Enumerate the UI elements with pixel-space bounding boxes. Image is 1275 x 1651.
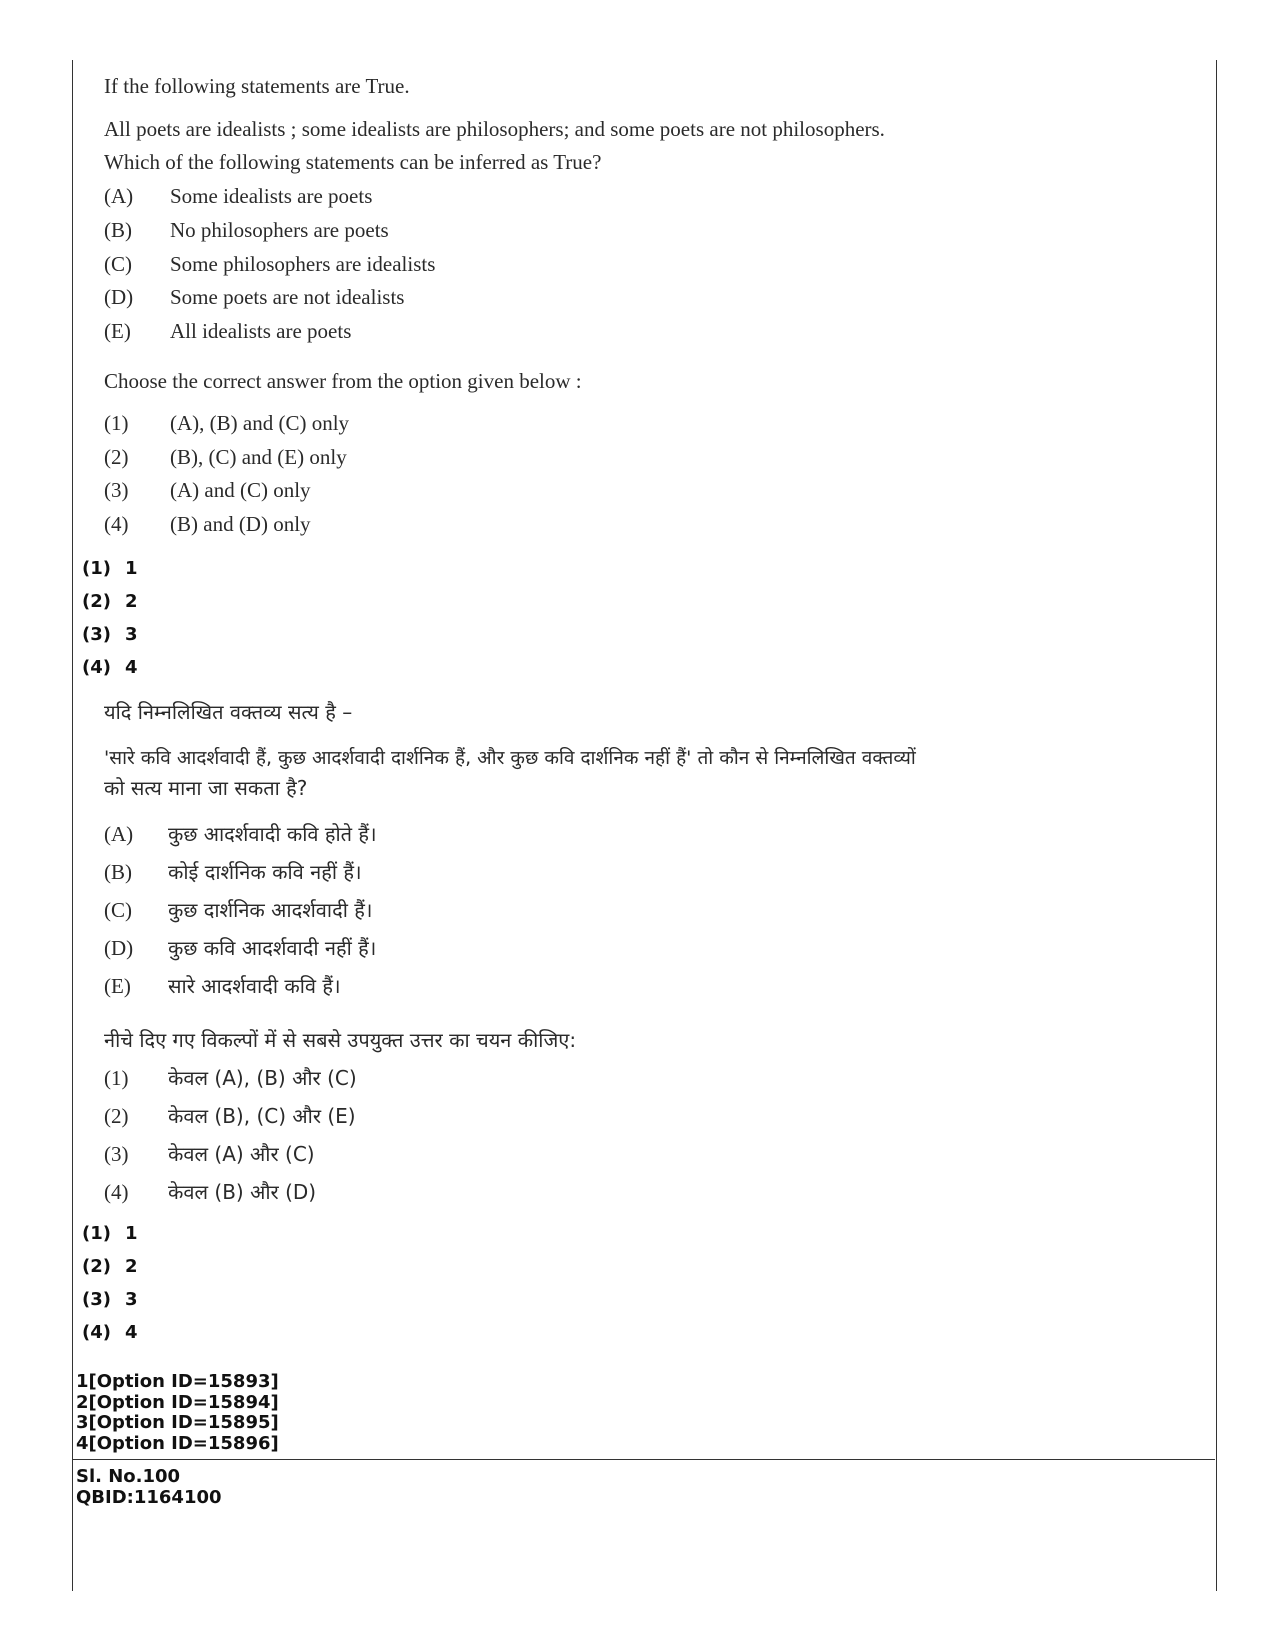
choice-text: केवल (B) और (D)	[168, 1180, 317, 1204]
choice-text: केवल (A), (B) और (C)	[168, 1066, 357, 1090]
statement-key: (B)	[104, 218, 132, 242]
answer-option-key[interactable]: (3)	[82, 624, 111, 645]
option-id: 4[Option ID=15896]	[76, 1433, 279, 1454]
statement-text: कुछ कवि आदर्शवादी नहीं हैं।	[168, 936, 377, 960]
choice-text: (B) and (D) only	[170, 512, 311, 536]
statement-text: कुछ दार्शनिक आदर्शवादी हैं।	[168, 898, 373, 922]
statement-key: (A)	[104, 822, 134, 846]
section-divider	[72, 1459, 1215, 1460]
choice-text: (A), (B) and (C) only	[170, 411, 350, 435]
statement-text: Some poets are not idealists	[170, 285, 405, 309]
statement-text: कुछ आदर्शवादी कवि होते हैं।	[168, 822, 377, 846]
statement-text: No philosophers are poets	[170, 218, 389, 242]
choice-text: (B), (C) and (E) only	[170, 445, 347, 469]
statement-text: Some philosophers are idealists	[170, 252, 436, 276]
answer-option-value[interactable]: 3	[125, 1289, 138, 1310]
option-id: 3[Option ID=15895]	[76, 1412, 279, 1433]
serial-number: Sl. No.100	[76, 1466, 181, 1487]
statement-key: (D)	[104, 285, 134, 309]
statement-key: (C)	[104, 898, 132, 922]
answer-option-value[interactable]: 4	[125, 657, 138, 678]
answer-option-value[interactable]: 4	[125, 1322, 138, 1343]
choose-instruction-hi: नीचे दिए गए विकल्पों में से सबसे उपयुक्त उत्तर का चयन कीजिए:	[104, 1028, 577, 1052]
choice-text: केवल (A) और (C)	[168, 1142, 315, 1166]
statement-text: Some idealists are poets	[170, 184, 373, 208]
choice-key: (3)	[104, 1142, 129, 1166]
answer-option-key[interactable]: (3)	[82, 1289, 111, 1310]
answer-option-key[interactable]: (2)	[82, 1256, 111, 1277]
statement-key: (E)	[104, 319, 131, 343]
statement-text: सारे आदर्शवादी कवि हैं।	[168, 974, 341, 998]
question-intro-en: If the following statements are True.	[104, 74, 410, 98]
answer-option-value[interactable]: 2	[125, 1256, 138, 1277]
statement-key: (A)	[104, 184, 134, 208]
answer-option-value[interactable]: 3	[125, 624, 138, 645]
answer-option-value[interactable]: 1	[125, 558, 138, 579]
choice-key: (1)	[104, 1066, 129, 1090]
statement-key: (C)	[104, 252, 132, 276]
answer-option-key[interactable]: (4)	[82, 1322, 111, 1343]
choice-key: (4)	[104, 512, 129, 536]
statement-text: कोई दार्शनिक कवि नहीं हैं।	[168, 860, 362, 884]
statement-key: (B)	[104, 860, 132, 884]
question-statement-en: All poets are idealists ; some idealists are philosophers; and some poets are not philosophers.	[104, 117, 885, 141]
question-statement-hi-line1: 'सारे कवि आदर्शवादी हैं, कुछ आदर्शवादी दार्शनिक हैं, और कुछ कवि दार्शनिक नहीं हैं' तो कौन से निम्नलिखित वक्तव्यों	[104, 747, 916, 769]
statement-key: (E)	[104, 974, 131, 998]
choice-text: केवल (B), (C) और (E)	[168, 1104, 356, 1128]
statement-key: (D)	[104, 936, 134, 960]
choice-text: (A) and (C) only	[170, 478, 311, 502]
option-id: 2[Option ID=15894]	[76, 1392, 279, 1413]
answer-option-key[interactable]: (2)	[82, 591, 111, 612]
question-statement-hi-line2: को सत्य माना जा सकता है?	[104, 776, 308, 800]
answer-option-value[interactable]: 2	[125, 591, 138, 612]
question-bank-id: QBID:1164100	[76, 1487, 222, 1508]
answer-option-value[interactable]: 1	[125, 1223, 138, 1244]
choice-key: (2)	[104, 445, 129, 469]
choice-key: (1)	[104, 411, 129, 435]
answer-option-key[interactable]: (1)	[82, 558, 111, 579]
choice-key: (3)	[104, 478, 129, 502]
question-intro-hi: यदि निम्नलिखित वक्तव्य सत्य है –	[104, 700, 353, 724]
answer-option-key[interactable]: (1)	[82, 1223, 111, 1244]
question-ask-en: Which of the following statements can be inferred as True?	[104, 150, 602, 174]
statement-text: All idealists are poets	[170, 319, 352, 343]
choice-key: (4)	[104, 1180, 129, 1204]
answer-option-key[interactable]: (4)	[82, 657, 111, 678]
choice-key: (2)	[104, 1104, 129, 1128]
choose-instruction-en: Choose the correct answer from the option given below :	[104, 369, 582, 393]
option-id: 1[Option ID=15893]	[76, 1371, 279, 1392]
